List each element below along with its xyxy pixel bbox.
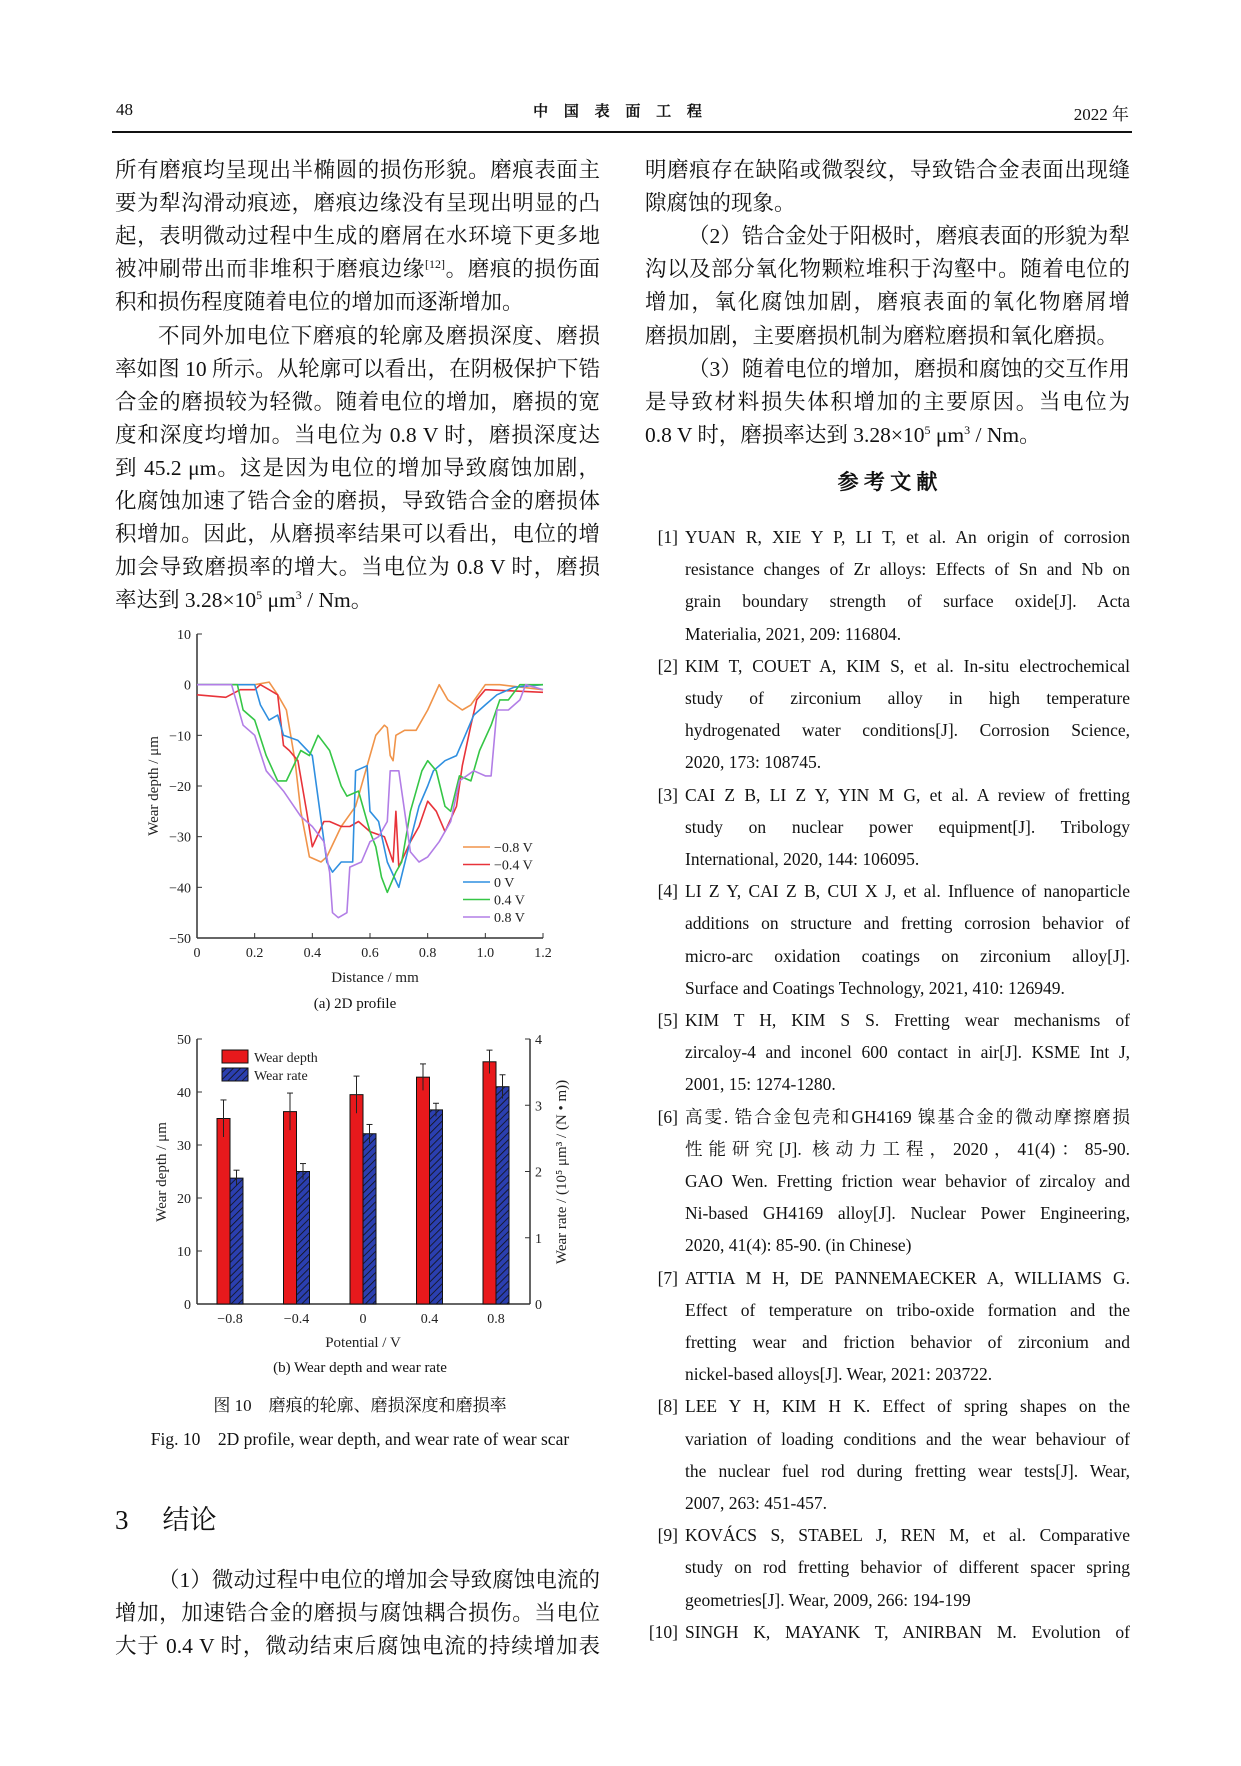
- body-text-line: 沟以及部分氧化物颗粒堆积于沟壑中。随着电位的: [645, 257, 1130, 282]
- legend-label: 0.4 V: [494, 893, 525, 909]
- x-axis-label: Distance / mm: [331, 970, 419, 986]
- reference-line: the nuclear fuel rod during fretting wear tests[J]. Wear,: [685, 1460, 1130, 1481]
- reference-line: 高雯. 锆合金包壳和GH4169 镍基合金的微动摩擦磨损: [685, 1106, 1130, 1127]
- body-text-line: 化腐蚀加速了锆合金的磨损，导致锆合金的磨损体: [115, 489, 600, 513]
- legend-label: Wear depth: [254, 1051, 318, 1066]
- series-line: [197, 685, 543, 893]
- reference-line: KOVÁCS S, STABEL J, REN M, et al. Comparative: [685, 1525, 1130, 1546]
- superscript: 5: [256, 588, 263, 603]
- y-right-tick-label: 1: [535, 1231, 542, 1247]
- body-text-line: 积增加。因此，从磨损率结果可以看出，电位的增: [115, 522, 600, 547]
- wear-bar-chart: [154, 1033, 570, 1351]
- body-text-line: 率如图 10 所示。从轮廓可以看出，在阴极保护下锆: [115, 356, 600, 381]
- x-tick-label: −0.8: [217, 1312, 243, 1327]
- body-text-line: 起，表明微动过程中生成的磨屑在水环境下更多地: [115, 224, 600, 249]
- x-axis-label: Potential / V: [325, 1335, 401, 1351]
- reference-line: fretting wear and friction behavior of zirconium and: [685, 1332, 1130, 1352]
- body-text-line: 到 45.2 μm。这是因为电位的增加导致腐蚀加剧，: [115, 455, 600, 480]
- x-tick-label: −0.4: [283, 1312, 310, 1327]
- reference-number: [9]: [657, 1525, 678, 1546]
- reference-number: [6]: [657, 1106, 678, 1127]
- text-segment: 。磨痕的损伤面: [444, 257, 600, 282]
- reference-line: LEE Y H, KIM H K. Effect of spring shapes on the: [685, 1396, 1130, 1417]
- wear-rate-bar: [430, 1110, 443, 1304]
- body-text-line: 所有磨痕均呈现出半椭圆的损伤形貌。磨痕表面主: [115, 158, 600, 182]
- y-tick-label: −50: [169, 932, 191, 947]
- x-tick-label: 1.2: [534, 946, 552, 961]
- wear-depth-bar: [417, 1077, 430, 1304]
- conclusion-text-line: 大于 0.4 V 时，微动结束后腐蚀电流的持续增加表: [115, 1634, 600, 1658]
- reference-line: LI Z Y, CAI Z B, CUI X J, et al. Influence of nanoparticle: [685, 881, 1130, 902]
- reference-line: geometries[J]. Wear, 2009, 266: 194-199: [685, 1589, 971, 1610]
- text-segment: μm: [262, 588, 296, 613]
- y-tick-label: −20: [169, 780, 191, 795]
- legend-label: Wear rate: [254, 1069, 308, 1084]
- wear-depth-bar: [284, 1112, 297, 1304]
- reference-line: resistance changes of Zr alloys: Effects of Sn and Nb on: [685, 559, 1130, 580]
- reference-line: grain boundary strength of surface oxide[J]. Acta: [685, 591, 1130, 612]
- text-segment: 率达到 3.28×10: [115, 588, 257, 613]
- y-tick-label: 0: [184, 1298, 191, 1313]
- conclusion-text-line: 增加，加速锆合金的磨损与腐蚀耦合损伤。当电位: [115, 1601, 600, 1625]
- body-text-line: 增加，氧化腐蚀加剧，磨痕表面的氧化物磨屑增: [645, 290, 1130, 315]
- wear-rate-bar: [363, 1134, 376, 1304]
- x-tick-label: 0: [359, 1312, 367, 1327]
- x-tick-label: 0: [193, 946, 201, 961]
- y-tick-label: 0: [184, 678, 191, 694]
- text-segment: / Nm。: [970, 422, 1041, 447]
- y-right-tick-label: 2: [535, 1165, 542, 1181]
- reference-line: study on rod fretting behavior of different spacer spring: [685, 1557, 1130, 1578]
- legend-label: −0.4 V: [494, 858, 533, 874]
- y-tick-label: 50: [177, 1033, 191, 1048]
- superscript: [12]: [424, 257, 445, 272]
- text-segment: / Nm。: [301, 588, 373, 613]
- y-tick-label: 30: [177, 1139, 191, 1154]
- reference-line: Surface and Coatings Technology, 2021, 410: 126949.: [685, 977, 1065, 998]
- reference-line: 性能研究[J]. 核动力工程，2020，41(4)：85-90.: [685, 1138, 1130, 1159]
- journal-title: 中 国 表 面 工 程: [533, 104, 708, 120]
- text-segment: 被冲刷带出而非堆积于磨痕边缘: [115, 257, 425, 282]
- reference-number: [8]: [657, 1396, 678, 1417]
- wear-rate-bar: [496, 1087, 509, 1304]
- reference-line: SINGH K, MAYANK T, ANIRBAN M. Evolution of: [685, 1621, 1130, 1642]
- reference-number: [1]: [657, 527, 678, 547]
- x-tick-label: 0.2: [245, 946, 264, 961]
- body-text-line: 度和深度均增加。当电位为 0.8 V 时，磨损深度达: [115, 422, 600, 447]
- body-text-line: 隙腐蚀的现象。: [645, 191, 796, 216]
- reference-line: Ni-based GH4169 alloy[J]. Nuclear Power Engineering,: [685, 1203, 1130, 1224]
- reference-line: additions on structure and fretting corrosion behavior of: [685, 913, 1130, 934]
- x-tick-label: 0.4: [303, 946, 322, 961]
- figure-caption-cn: 图 10 磨痕的轮廓、磨损深度和磨损率: [213, 1396, 507, 1415]
- reference-line: 2001, 15: 1274-1280.: [685, 1074, 836, 1095]
- legend-swatch: [222, 1068, 248, 1081]
- y-tick-label: −40: [169, 881, 191, 897]
- legend-label: 0 V: [494, 876, 515, 891]
- reference-line: KIM T H, KIM S S. Fretting wear mechanisms of: [685, 1010, 1130, 1030]
- text-segment: 0.8 V 时，磨损率达到 3.28×10: [645, 422, 925, 447]
- y-right-tick-label: 0: [535, 1298, 542, 1313]
- reference-number: [5]: [657, 1010, 678, 1030]
- y-tick-label: 10: [177, 1245, 191, 1260]
- y-tick-label: 40: [177, 1086, 191, 1101]
- superscript: 3: [964, 422, 971, 437]
- reference-line: micro-arc oxidation coatings on zirconium alloy[J].: [685, 945, 1130, 966]
- body-text-line: 合金的磨损较为轻微。随着电位的增加，磨损的宽: [115, 389, 600, 414]
- reference-line: 2020, 173: 108745.: [685, 752, 822, 773]
- wear-depth-bar: [350, 1095, 363, 1304]
- caption-b: (b) Wear depth and wear rate: [273, 1360, 447, 1376]
- x-tick-label: 0.8: [418, 946, 437, 961]
- year: 2022 年: [1073, 105, 1129, 124]
- x-tick-label: 0.8: [487, 1312, 505, 1327]
- superscript: 5: [924, 422, 931, 437]
- text-segment: μm: [930, 422, 965, 447]
- section-title: 结论: [162, 1505, 217, 1535]
- reference-line: hydrogenated water conditions[J]. Corrosion Science,: [685, 720, 1130, 741]
- caption-a: (a) 2D profile: [313, 996, 397, 1012]
- reference-line: 2007, 263: 451-457.: [685, 1493, 827, 1513]
- body-text-line: 明磨痕存在缺陷或微裂纹，导致锆合金表面出现缝: [645, 158, 1130, 182]
- wear-depth-bar: [483, 1062, 496, 1304]
- reference-line: study of zirconium alloy in high temperature: [685, 688, 1130, 708]
- y-axis-label: Wear depth / μm: [154, 1122, 170, 1222]
- conclusion-text-line: （1）微动过程中电位的增加会导致腐蚀电流的: [158, 1568, 600, 1592]
- body-text-line: 是导致材料损失体积增加的主要原因。当电位为: [645, 389, 1130, 414]
- reference-line: ATTIA M H, DE PANNEMAECKER A, WILLIAMS G.: [685, 1267, 1130, 1288]
- reference-line: Effect of temperature on tribo-oxide formation and the: [685, 1299, 1130, 1320]
- y-tick-label: 20: [177, 1192, 191, 1207]
- y-axis-label: Wear depth / μm: [146, 736, 162, 836]
- reference-line: YUAN R, XIE Y P, LI T, et al. An origin of corrosion: [685, 527, 1130, 547]
- body-text-line: 加会导致磨损率的增大。当电位为 0.8 V 时，磨损: [115, 555, 600, 580]
- figure-caption-en: Fig. 10 2D profile, wear depth, and wear rate of wear scar: [150, 1429, 570, 1449]
- references-heading: 参 考 文 献: [837, 470, 938, 494]
- profile-chart: [146, 628, 552, 986]
- reference-line: KIM T, COUET A, KIM S, et al. In-situ electrochemical: [685, 655, 1130, 676]
- reference-number: [10]: [648, 1621, 678, 1642]
- x-tick-label: 1.0: [476, 946, 495, 961]
- reference-number: [2]: [657, 655, 678, 676]
- legend-label: −0.8 V: [494, 841, 533, 856]
- section-heading: [115, 1498, 217, 1537]
- reference-line: International, 2020, 144: 106095.: [685, 849, 920, 869]
- reference-line: 2020, 41(4): 85-90. (in Chinese): [685, 1235, 912, 1256]
- y-tick-label: 10: [177, 628, 191, 643]
- superscript: 3: [295, 588, 302, 603]
- y-tick-label: −30: [169, 830, 191, 846]
- body-text-line: 要为犁沟滑动痕迹，磨痕边缘没有呈现出明显的凸: [115, 191, 600, 216]
- x-tick-label: 0.6: [361, 946, 379, 961]
- reference-line: CAI Z B, LI Z Y, YIN M G, et al. A review of fretting: [685, 784, 1130, 805]
- body-text-line: 不同外加电位下磨痕的轮廓及磨损深度、磨损: [158, 323, 600, 348]
- y-right-axis-label: Wear rate / (10⁵ μm³ / (N • m)): [554, 1079, 570, 1265]
- reference-line: zircaloy-4 and inconel 600 contact in air[J]. KSME Int J,: [685, 1042, 1130, 1063]
- y-right-tick-label: 4: [535, 1033, 542, 1048]
- reference-line: Materialia, 2021, 209: 116804.: [685, 623, 902, 644]
- section-number: 3: [115, 1505, 129, 1535]
- reference-number: [3]: [657, 784, 678, 805]
- reference-line: variation of loading conditions and the wear behaviour of: [685, 1428, 1130, 1449]
- y-right-tick-label: 3: [535, 1099, 542, 1115]
- y-tick-label: −10: [169, 729, 191, 745]
- wear-depth-bar: [217, 1119, 230, 1305]
- reference-number: [7]: [657, 1267, 678, 1288]
- x-tick-label: 0.4: [420, 1312, 439, 1327]
- legend-label: 0.8 V: [494, 911, 525, 926]
- legend-swatch: [222, 1050, 248, 1063]
- reference-line: nickel-based alloys[J]. Wear, 2021: 203722.: [685, 1364, 993, 1385]
- page-number: 48: [116, 100, 133, 119]
- body-text-line: 积和损伤程度随着电位的增加而逐渐增加。: [115, 290, 524, 315]
- wear-rate-bar: [230, 1178, 243, 1304]
- reference-line: GAO Wen. Fretting friction wear behavior of zircaloy and: [685, 1171, 1130, 1191]
- body-text-line: （3）随着电位的增加，磨损和腐蚀的交互作用: [688, 356, 1130, 381]
- body-text-line: （2）锆合金处于阳极时，磨痕表面的形貌为犁: [688, 224, 1130, 249]
- reference-number: [4]: [657, 881, 678, 902]
- reference-line: study on nuclear power equipment[J]. Tribology: [685, 816, 1130, 837]
- wear-rate-bar: [297, 1172, 310, 1305]
- body-text-line: 磨损加剧，主要磨损机制为磨粒磨损和氧化磨损。: [645, 323, 1119, 348]
